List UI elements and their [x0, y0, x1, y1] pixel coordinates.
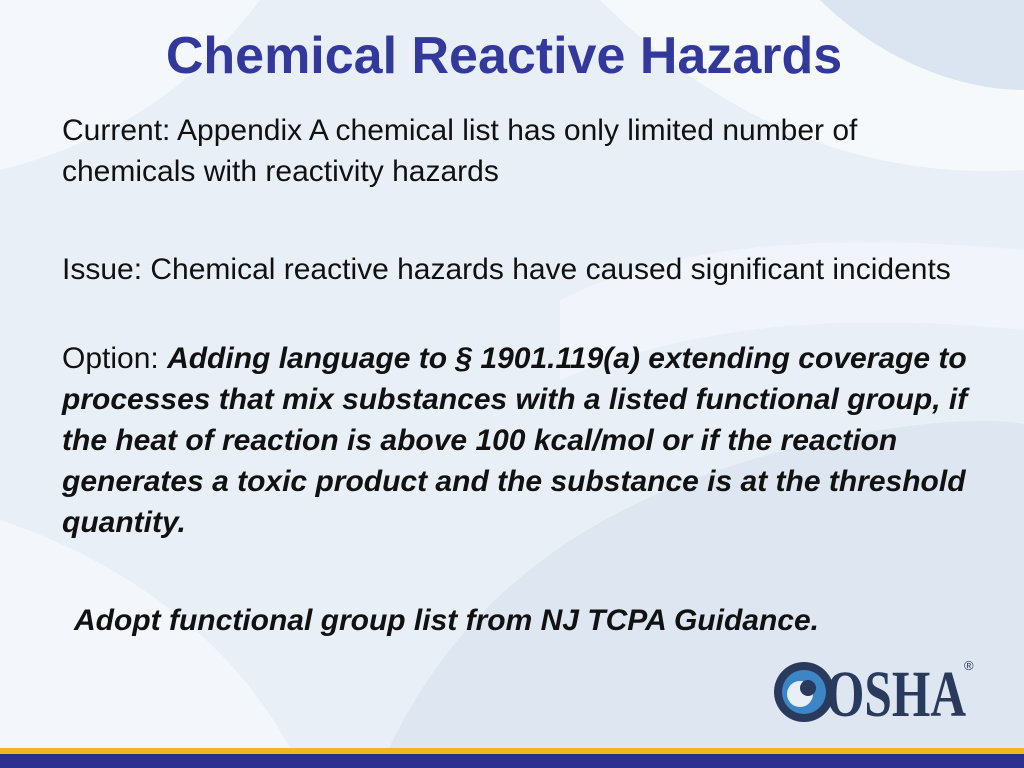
issue-text: Issue: Chemical reactive hazards have caused significant incidents — [62, 253, 951, 286]
osha-logo — [770, 652, 980, 724]
adopt-text: Adopt functional group list from NJ TCPA Guidance. — [74, 604, 819, 637]
logo-wordmark: OSHA — [826, 658, 967, 724]
osha-globe-icon — [774, 662, 834, 722]
logo-registered-mark: ® — [964, 658, 974, 673]
slide-title: Chemical Reactive Hazards — [165, 27, 843, 85]
footer-bar-blue — [0, 754, 1024, 768]
current-text: Current: Appendix A chemical list has only limited number of chemicals with reactivity hazards — [62, 114, 858, 188]
option-body: Adding language to § 1901.119(a) extending coverage to processes that mix substances with a listed functional group, if the heat of reaction is above 100 kcal/mol or if the reaction generates a toxic product and the substance is at the threshold quantity. — [62, 342, 968, 539]
option-text — [62, 338, 982, 543]
option-prefix: Option: — [62, 342, 168, 375]
